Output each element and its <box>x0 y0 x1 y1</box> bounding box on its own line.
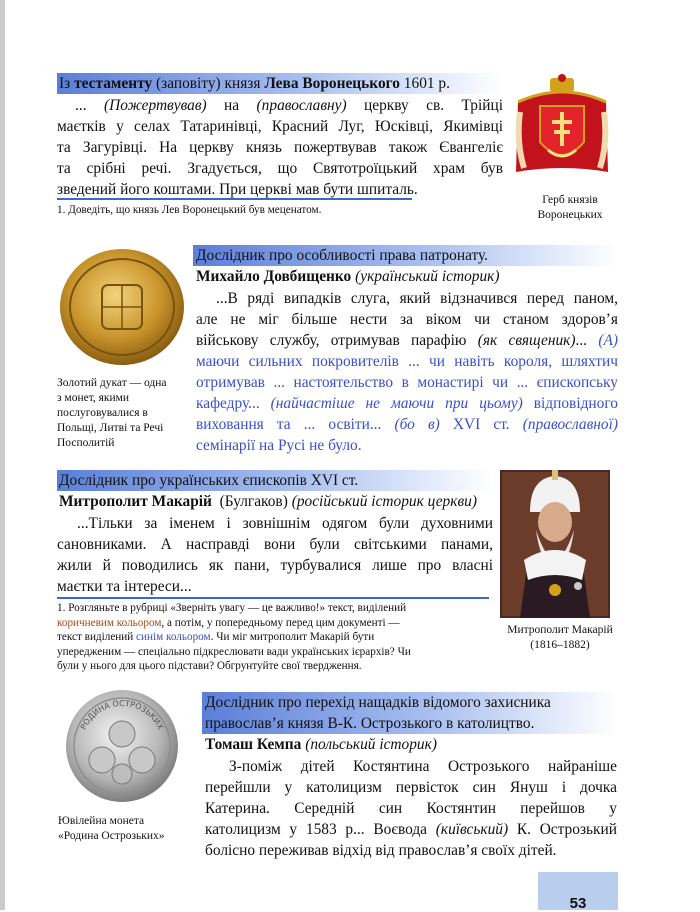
text-line: та Загурівці. На церкву князь пожертвував також Євангеліє <box>57 139 503 156</box>
ducat-icon <box>56 245 188 369</box>
text-line: кафедру... (найчастіше не маючи при цьому) відповідного <box>196 395 618 412</box>
text-line: католицизм у 1583 р... Воєвода (київський) К. Острозький <box>205 821 617 838</box>
source-author: Михайло Довбищенко (український історик) <box>196 268 500 285</box>
makariy-portrait <box>500 470 610 618</box>
text-line: та срібні речі. Згадується, що Святотроїцький храм був <box>57 160 503 177</box>
page-number: 53 <box>569 895 587 912</box>
testament-heading: Із тестаменту (заповіту) князя Лева Воронецького 1601 р. <box>59 75 450 92</box>
gold-ducat-image <box>56 245 188 369</box>
portrait-caption: Митрополит Макарій (1816–1882) <box>507 624 613 651</box>
text-line: Катерина. Середній син Костянтин перейшов у <box>205 800 617 817</box>
source-author: Томаш Кемпа (польський історик) <box>205 736 437 753</box>
text-line: перейшли у католицизм первісток син Януш і дочка <box>205 779 617 796</box>
text-line: болісно переживав відхід від православ’я своїх дітей. <box>205 842 557 859</box>
coat-of-arms-icon <box>510 72 614 188</box>
coat-of-arms-caption: Герб князів Воронецьких <box>537 194 603 221</box>
divider <box>57 597 489 599</box>
coin-icon <box>64 688 180 804</box>
jubilee-coin-image <box>64 688 180 804</box>
ducat-caption: Золотий дукат — одна з монет, якими послуговувалися в Польщі, Литві та Речі Посполитій <box>57 377 167 449</box>
source-topic: Дослідник про перехід нащадків відомого захисника православ’я князя В-К. Острозького в католицтво. <box>205 694 551 732</box>
patronage-text <box>196 288 618 456</box>
question-2: 1. Розгляньте в рубриці «Зверніть увагу — це важливо!» текст, виділений коричневим кольором, а потім, у попередньому перед цим документі — текст виділений синім кольором. Чи міг митрополит Макарій бути упередженим — спеціально підкреслювати вади українських ієрархів? Чи були у нього для цього підстави? Обгрунтуйте свої твердження. <box>57 602 411 673</box>
text-line: ...В ряді випадків слуга, який відзначився перед паном, <box>216 290 618 307</box>
portrait-icon <box>500 470 610 618</box>
text-line: виховання та ... освіти... (бо в) XVI ст. (православної) <box>196 416 618 433</box>
text-line: військову службу, отримував парафію (як священик)... (А) <box>196 332 619 349</box>
source-topic: Дослідник про українських єпископів XVI ст. <box>59 472 359 489</box>
text-line: ...Тільки за іменем і зовнішнім одягом були духовними <box>77 515 493 532</box>
bishops-text <box>57 513 493 597</box>
text-line: жили й поводились як пани, турбувалися лише про власні <box>57 557 493 574</box>
coat-of-arms-image <box>510 72 614 188</box>
text-line: але не міг більше нести за віком чи станом здоров’я <box>196 311 618 328</box>
text-line: З-поміж дітей Костянтина Острозького найраніше <box>229 758 617 775</box>
source-author: Митрополит Макарій (Булгаков) (російський історик церкви) <box>59 493 477 510</box>
divider <box>57 198 412 200</box>
testament-text <box>57 95 503 200</box>
ostrozky-text <box>205 756 617 861</box>
text-line: маєтки та інтереси... <box>57 578 192 595</box>
text-line: ... (Пожертвував) на (православну) церкву св. Трійці <box>75 97 504 114</box>
coin-caption: Ювілейна монета «Родина Острозьких» <box>58 815 165 842</box>
text-line: отримував ... настоятельство в монастирі чи ... єпископську <box>196 374 618 391</box>
coin-inscription: РОДИНА ОСТРОЗЬКИХ <box>78 698 166 732</box>
page-left-edge <box>0 0 5 910</box>
text-line: сановниками. А насправді вони були світськими панами, <box>57 536 493 553</box>
source-topic: Дослідник про особливості права патронату. <box>196 247 489 264</box>
text-line: маєтків у селах Татаринівці, Красний Луг, Юсківці, Якимівці <box>57 118 503 135</box>
text-line: зведений його коштами. При церкві мав бути шпиталь. <box>57 181 418 198</box>
text-line: семінарії на Русі не було. <box>196 437 362 454</box>
text-line: маючи сильних покровителів ... чи навіть короля, шляхтич <box>196 353 618 370</box>
question-1: 1. Доведіть, що князь Лев Воронецький був меценатом. <box>57 204 322 216</box>
